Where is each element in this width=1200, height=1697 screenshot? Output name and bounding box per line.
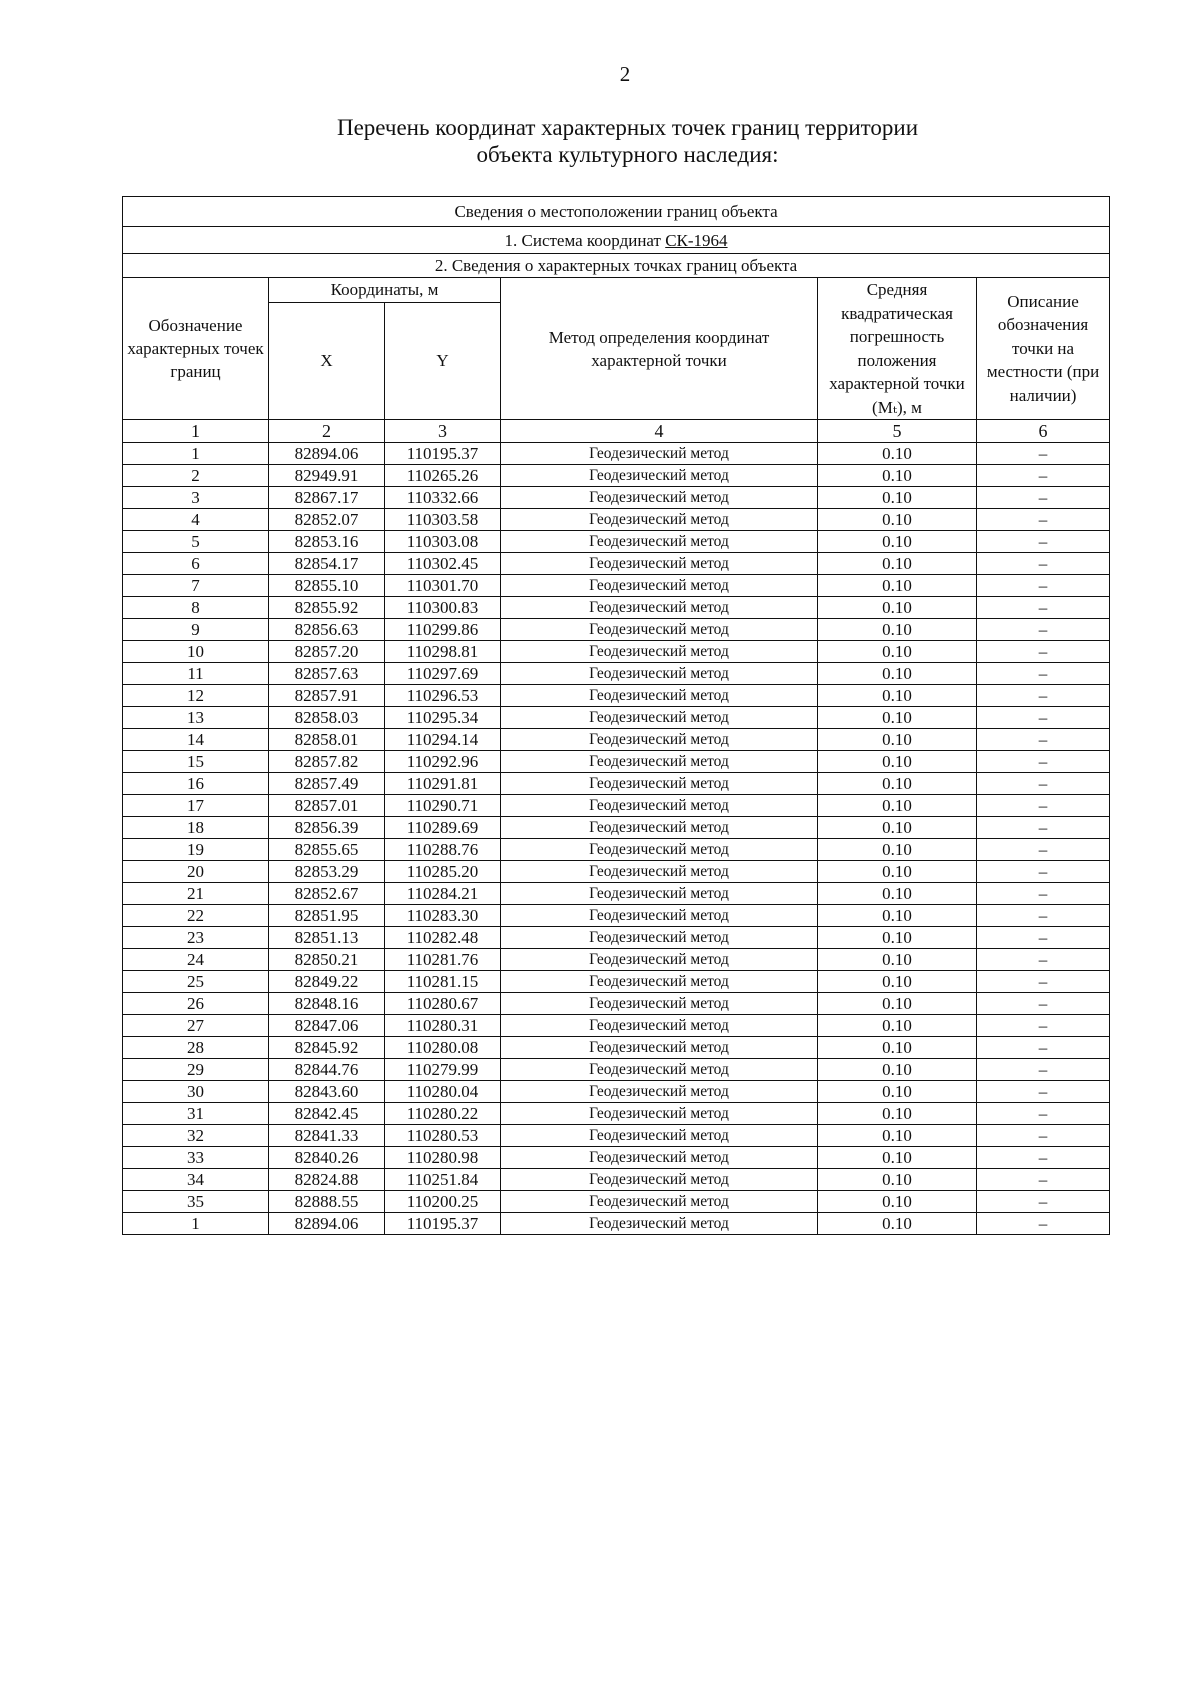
- error-cell: 0.10: [818, 1015, 977, 1037]
- error-cell: 0.10: [818, 597, 977, 619]
- y-cell: 110294.14: [385, 729, 501, 751]
- description-cell: –: [977, 751, 1110, 773]
- description-cell: –: [977, 861, 1110, 883]
- header-coords: Координаты, м: [269, 278, 501, 303]
- method-cell: Геодезический метод: [501, 597, 818, 619]
- coordinates-table: [122, 196, 1110, 1235]
- method-cell: Геодезический метод: [501, 1191, 818, 1213]
- y-cell: 110299.86: [385, 619, 501, 641]
- table-row: [123, 597, 1110, 619]
- y-cell: 110295.34: [385, 707, 501, 729]
- y-cell: 110288.76: [385, 839, 501, 861]
- page-number: 2: [619, 62, 631, 86]
- point-id-cell: 16: [123, 773, 269, 795]
- method-cell: Геодезический метод: [501, 641, 818, 663]
- y-cell: 110200.25: [385, 1191, 501, 1213]
- y-cell: 110298.81: [385, 641, 501, 663]
- column-number: 4: [501, 420, 818, 443]
- y-cell: 110291.81: [385, 773, 501, 795]
- error-cell: 0.10: [818, 465, 977, 487]
- description-cell: –: [977, 883, 1110, 905]
- x-cell: 82849.22: [269, 971, 385, 993]
- point-id-cell: 21: [123, 883, 269, 905]
- x-cell: 82843.60: [269, 1081, 385, 1103]
- error-cell: 0.10: [818, 1125, 977, 1147]
- error-cell: 0.10: [818, 509, 977, 531]
- point-id-cell: 3: [123, 487, 269, 509]
- method-cell: Геодезический метод: [501, 443, 818, 465]
- point-id-cell: 14: [123, 729, 269, 751]
- x-cell: 82894.06: [269, 443, 385, 465]
- description-cell: –: [977, 729, 1110, 751]
- method-cell: Геодезический метод: [501, 795, 818, 817]
- error-cell: 0.10: [818, 861, 977, 883]
- y-cell: 110285.20: [385, 861, 501, 883]
- description-cell: –: [977, 1081, 1110, 1103]
- description-cell: –: [977, 1213, 1110, 1235]
- method-cell: Геодезический метод: [501, 1037, 818, 1059]
- point-id-cell: 4: [123, 509, 269, 531]
- method-cell: Геодезический метод: [501, 465, 818, 487]
- point-id-cell: 6: [123, 553, 269, 575]
- x-cell: 82857.63: [269, 663, 385, 685]
- error-cell: 0.10: [818, 993, 977, 1015]
- method-cell: Геодезический метод: [501, 1169, 818, 1191]
- method-cell: Геодезический метод: [501, 993, 818, 1015]
- x-cell: 82867.17: [269, 487, 385, 509]
- point-id-cell: 1: [123, 1213, 269, 1235]
- error-cell: 0.10: [818, 773, 977, 795]
- error-cell: 0.10: [818, 729, 977, 751]
- description-cell: –: [977, 465, 1110, 487]
- x-cell: 82858.01: [269, 729, 385, 751]
- table-row: [123, 663, 1110, 685]
- x-cell: 82853.16: [269, 531, 385, 553]
- x-cell: 82858.03: [269, 707, 385, 729]
- table-row: [123, 1059, 1110, 1081]
- y-cell: 110300.83: [385, 597, 501, 619]
- y-cell: 110303.08: [385, 531, 501, 553]
- y-cell: 110280.31: [385, 1015, 501, 1037]
- y-cell: 110290.71: [385, 795, 501, 817]
- error-cell: 0.10: [818, 685, 977, 707]
- table-row: [123, 553, 1110, 575]
- x-cell: 82856.39: [269, 817, 385, 839]
- x-cell: 82854.17: [269, 553, 385, 575]
- point-id-cell: 35: [123, 1191, 269, 1213]
- description-cell: –: [977, 905, 1110, 927]
- table-row: [123, 773, 1110, 795]
- point-id-cell: 5: [123, 531, 269, 553]
- method-cell: Геодезический метод: [501, 971, 818, 993]
- point-id-cell: 30: [123, 1081, 269, 1103]
- description-cell: –: [977, 795, 1110, 817]
- table-row: [123, 619, 1110, 641]
- table-row: [123, 993, 1110, 1015]
- method-cell: Геодезический метод: [501, 883, 818, 905]
- table-row: [123, 729, 1110, 751]
- description-cell: –: [977, 839, 1110, 861]
- error-cell: 0.10: [818, 641, 977, 663]
- table-row: [123, 1037, 1110, 1059]
- error-cell: 0.10: [818, 1081, 977, 1103]
- method-cell: Геодезический метод: [501, 487, 818, 509]
- method-cell: Геодезический метод: [501, 553, 818, 575]
- description-cell: –: [977, 487, 1110, 509]
- table-row: [123, 795, 1110, 817]
- description-cell: –: [977, 685, 1110, 707]
- point-id-cell: 32: [123, 1125, 269, 1147]
- y-cell: 110283.30: [385, 905, 501, 927]
- table-row: [123, 531, 1110, 553]
- x-cell: 82840.26: [269, 1147, 385, 1169]
- description-cell: –: [977, 663, 1110, 685]
- point-id-cell: 13: [123, 707, 269, 729]
- method-cell: Геодезический метод: [501, 861, 818, 883]
- table-row: [123, 1015, 1110, 1037]
- y-cell: 110292.96: [385, 751, 501, 773]
- header-error: Средняя квадратическая погрешность положения характерной точки (Mₜ), м: [818, 278, 977, 420]
- y-cell: 110280.22: [385, 1103, 501, 1125]
- y-cell: 110281.76: [385, 949, 501, 971]
- description-cell: –: [977, 575, 1110, 597]
- y-cell: 110280.53: [385, 1125, 501, 1147]
- description-cell: –: [977, 1147, 1110, 1169]
- method-cell: Геодезический метод: [501, 949, 818, 971]
- error-cell: 0.10: [818, 949, 977, 971]
- y-cell: 110195.37: [385, 1213, 501, 1235]
- method-cell: Геодезический метод: [501, 839, 818, 861]
- column-number: 1: [123, 420, 269, 443]
- method-cell: Геодезический метод: [501, 1081, 818, 1103]
- y-cell: 110282.48: [385, 927, 501, 949]
- error-cell: 0.10: [818, 443, 977, 465]
- method-cell: Геодезический метод: [501, 531, 818, 553]
- table-row: [123, 883, 1110, 905]
- x-cell: 82841.33: [269, 1125, 385, 1147]
- table-row: [123, 839, 1110, 861]
- description-cell: –: [977, 1169, 1110, 1191]
- x-cell: 82857.82: [269, 751, 385, 773]
- header-method: Метод определения координат характерной точки: [501, 278, 818, 420]
- error-cell: 0.10: [818, 971, 977, 993]
- error-cell: 0.10: [818, 1213, 977, 1235]
- error-cell: 0.10: [818, 575, 977, 597]
- x-cell: 82848.16: [269, 993, 385, 1015]
- point-id-cell: 1: [123, 443, 269, 465]
- table-row: [123, 1213, 1110, 1235]
- error-cell: 0.10: [818, 817, 977, 839]
- description-cell: –: [977, 1125, 1110, 1147]
- method-cell: Геодезический метод: [501, 817, 818, 839]
- title-line-1: Перечень координат характерных точек границ территории: [336, 115, 919, 140]
- error-cell: 0.10: [818, 839, 977, 861]
- x-cell: 82851.95: [269, 905, 385, 927]
- point-id-cell: 18: [123, 817, 269, 839]
- y-cell: 110332.66: [385, 487, 501, 509]
- header-description: Описание обозначения точки на местности (при наличии): [977, 278, 1110, 420]
- error-cell: 0.10: [818, 531, 977, 553]
- point-id-cell: 2: [123, 465, 269, 487]
- x-cell: 82852.07: [269, 509, 385, 531]
- description-cell: –: [977, 531, 1110, 553]
- method-cell: Геодезический метод: [501, 619, 818, 641]
- y-cell: 110289.69: [385, 817, 501, 839]
- x-cell: 82844.76: [269, 1059, 385, 1081]
- point-id-cell: 26: [123, 993, 269, 1015]
- table-row: [123, 751, 1110, 773]
- table-row: [123, 1147, 1110, 1169]
- x-cell: 82845.92: [269, 1037, 385, 1059]
- table-row: [123, 817, 1110, 839]
- table-row: [123, 465, 1110, 487]
- table-row: [123, 1081, 1110, 1103]
- error-cell: 0.10: [818, 1147, 977, 1169]
- y-cell: 110265.26: [385, 465, 501, 487]
- column-number: 5: [818, 420, 977, 443]
- x-cell: 82852.67: [269, 883, 385, 905]
- point-id-cell: 12: [123, 685, 269, 707]
- method-cell: Геодезический метод: [501, 927, 818, 949]
- method-cell: Геодезический метод: [501, 1015, 818, 1037]
- description-cell: –: [977, 1037, 1110, 1059]
- table-row: [123, 1191, 1110, 1213]
- point-id-cell: 20: [123, 861, 269, 883]
- point-id-cell: 19: [123, 839, 269, 861]
- y-cell: 110296.53: [385, 685, 501, 707]
- x-cell: 82857.01: [269, 795, 385, 817]
- method-cell: Геодезический метод: [501, 685, 818, 707]
- method-cell: Геодезический метод: [501, 1103, 818, 1125]
- point-id-cell: 29: [123, 1059, 269, 1081]
- point-id-cell: 22: [123, 905, 269, 927]
- point-id-cell: 34: [123, 1169, 269, 1191]
- document-title: [300, 114, 955, 168]
- column-number: 2: [269, 420, 385, 443]
- description-cell: –: [977, 1059, 1110, 1081]
- description-cell: –: [977, 993, 1110, 1015]
- points-info-row: 2. Сведения о характерных точках границ объекта: [123, 254, 1110, 278]
- error-cell: 0.10: [818, 553, 977, 575]
- x-cell: 82949.91: [269, 465, 385, 487]
- description-cell: –: [977, 949, 1110, 971]
- table-row: [123, 575, 1110, 597]
- method-cell: Геодезический метод: [501, 1147, 818, 1169]
- x-cell: 82894.06: [269, 1213, 385, 1235]
- point-id-cell: 33: [123, 1147, 269, 1169]
- method-cell: Геодезический метод: [501, 1125, 818, 1147]
- x-cell: 82857.49: [269, 773, 385, 795]
- y-cell: 110284.21: [385, 883, 501, 905]
- description-cell: –: [977, 553, 1110, 575]
- point-id-cell: 25: [123, 971, 269, 993]
- y-cell: 110280.67: [385, 993, 501, 1015]
- point-id-cell: 15: [123, 751, 269, 773]
- y-cell: 110195.37: [385, 443, 501, 465]
- point-id-cell: 23: [123, 927, 269, 949]
- error-cell: 0.10: [818, 663, 977, 685]
- y-cell: 110280.04: [385, 1081, 501, 1103]
- header-point: Обозначение характерных точек границ: [123, 278, 269, 420]
- error-cell: 0.10: [818, 883, 977, 905]
- point-id-cell: 8: [123, 597, 269, 619]
- y-cell: 110280.08: [385, 1037, 501, 1059]
- description-cell: –: [977, 971, 1110, 993]
- method-cell: Геодезический метод: [501, 575, 818, 597]
- error-cell: 0.10: [818, 1037, 977, 1059]
- error-cell: 0.10: [818, 1191, 977, 1213]
- table-row: [123, 1103, 1110, 1125]
- error-cell: 0.10: [818, 751, 977, 773]
- error-cell: 0.10: [818, 927, 977, 949]
- point-id-cell: 17: [123, 795, 269, 817]
- method-cell: Геодезический метод: [501, 1059, 818, 1081]
- table-row: [123, 1169, 1110, 1191]
- y-cell: 110251.84: [385, 1169, 501, 1191]
- method-cell: Геодезический метод: [501, 707, 818, 729]
- method-cell: Геодезический метод: [501, 773, 818, 795]
- x-cell: 82851.13: [269, 927, 385, 949]
- header-y: Y: [385, 302, 501, 419]
- table-banner: Сведения о местоположении границ объекта: [123, 197, 1110, 227]
- column-number: 6: [977, 420, 1110, 443]
- description-cell: –: [977, 509, 1110, 531]
- x-cell: 82824.88: [269, 1169, 385, 1191]
- y-cell: 110280.98: [385, 1147, 501, 1169]
- description-cell: –: [977, 1191, 1110, 1213]
- y-cell: 110279.99: [385, 1059, 501, 1081]
- method-cell: Геодезический метод: [501, 729, 818, 751]
- coordinate-system-row: [123, 227, 1110, 254]
- x-cell: 82850.21: [269, 949, 385, 971]
- description-cell: –: [977, 817, 1110, 839]
- column-number: 3: [385, 420, 501, 443]
- x-cell: 82857.91: [269, 685, 385, 707]
- error-cell: 0.10: [818, 487, 977, 509]
- error-cell: 0.10: [818, 1169, 977, 1191]
- point-id-cell: 24: [123, 949, 269, 971]
- x-cell: 82847.06: [269, 1015, 385, 1037]
- description-cell: –: [977, 1103, 1110, 1125]
- description-cell: –: [977, 773, 1110, 795]
- y-cell: 110297.69: [385, 663, 501, 685]
- description-cell: –: [977, 443, 1110, 465]
- coordinate-system-link[interactable]: СК-1964: [665, 230, 728, 250]
- point-id-cell: 31: [123, 1103, 269, 1125]
- point-id-cell: 27: [123, 1015, 269, 1037]
- table-row: [123, 509, 1110, 531]
- y-cell: 110302.45: [385, 553, 501, 575]
- table-row: [123, 443, 1110, 465]
- error-cell: 0.10: [818, 795, 977, 817]
- table-row: [123, 949, 1110, 971]
- y-cell: 110303.58: [385, 509, 501, 531]
- x-cell: 82855.10: [269, 575, 385, 597]
- error-cell: 0.10: [818, 707, 977, 729]
- coordinate-system-label: 1. Система координат: [504, 230, 666, 250]
- point-id-cell: 11: [123, 663, 269, 685]
- method-cell: Геодезический метод: [501, 751, 818, 773]
- description-cell: –: [977, 1015, 1110, 1037]
- header-x: X: [269, 302, 385, 419]
- x-cell: 82842.45: [269, 1103, 385, 1125]
- description-cell: –: [977, 619, 1110, 641]
- point-id-cell: 28: [123, 1037, 269, 1059]
- x-cell: 82857.20: [269, 641, 385, 663]
- x-cell: 82853.29: [269, 861, 385, 883]
- table-row: [123, 685, 1110, 707]
- table-row: [123, 905, 1110, 927]
- x-cell: 82888.55: [269, 1191, 385, 1213]
- description-cell: –: [977, 927, 1110, 949]
- y-cell: 110281.15: [385, 971, 501, 993]
- table-row: [123, 487, 1110, 509]
- x-cell: 82855.65: [269, 839, 385, 861]
- method-cell: Геодезический метод: [501, 905, 818, 927]
- error-cell: 0.10: [818, 1059, 977, 1081]
- method-cell: Геодезический метод: [501, 663, 818, 685]
- point-id-cell: 9: [123, 619, 269, 641]
- point-id-cell: 10: [123, 641, 269, 663]
- column-numbers-row: [123, 420, 1110, 443]
- table-row: [123, 707, 1110, 729]
- description-cell: –: [977, 707, 1110, 729]
- table-row: [123, 971, 1110, 993]
- y-cell: 110301.70: [385, 575, 501, 597]
- table-row: [123, 1125, 1110, 1147]
- description-cell: –: [977, 597, 1110, 619]
- x-cell: 82855.92: [269, 597, 385, 619]
- error-cell: 0.10: [818, 905, 977, 927]
- table-row: [123, 641, 1110, 663]
- method-cell: Геодезический метод: [501, 1213, 818, 1235]
- description-cell: –: [977, 641, 1110, 663]
- error-cell: 0.10: [818, 619, 977, 641]
- title-line-2: объекта культурного наследия:: [476, 142, 779, 167]
- table-row: [123, 927, 1110, 949]
- method-cell: Геодезический метод: [501, 509, 818, 531]
- error-cell: 0.10: [818, 1103, 977, 1125]
- x-cell: 82856.63: [269, 619, 385, 641]
- table-row: [123, 861, 1110, 883]
- point-id-cell: 7: [123, 575, 269, 597]
